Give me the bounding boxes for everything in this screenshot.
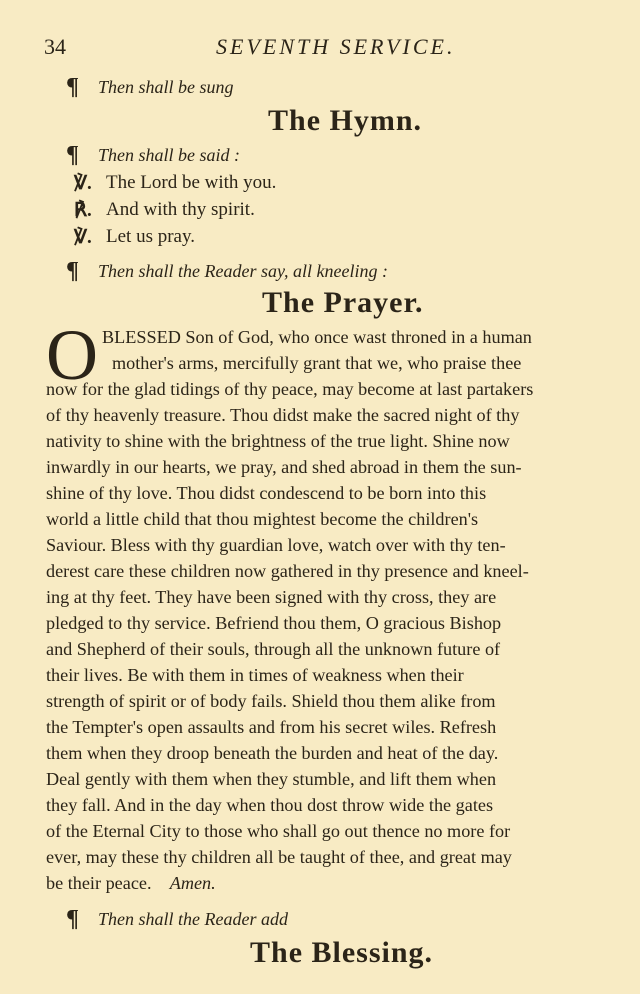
rubric-sung: Then shall be sung [98, 77, 234, 97]
versicle-icon: ℣. [74, 227, 92, 248]
prayer-line: shine of thy love. Thou didst condescend to be born into this [46, 483, 487, 503]
prayer-line: strength of spirit or of body fails. Shield thou them alike from [46, 691, 496, 711]
response-text: And with thy spirit. [106, 199, 255, 220]
prayer-line: world a little child that thou mightest become the children's [46, 509, 479, 529]
prayer-line: inwardly in our hearts, we pray, and shed abroad in them the sun- [46, 457, 522, 477]
heading-prayer: The Prayer. [262, 286, 424, 319]
prayer-line: their lives. Be with them in times of weakness when their [46, 665, 464, 685]
page-header [44, 34, 464, 62]
prayer-line: they fall. And in the day when thou dost throw wide the gates [46, 795, 494, 815]
pilcrow-icon: ¶ [66, 906, 79, 932]
drop-cap: O [46, 315, 98, 395]
rubric-said: Then shall be said : [98, 145, 240, 165]
running-head: SEVENTH SERVICE. [216, 34, 456, 59]
rubric-add: Then shall the Reader add [98, 909, 288, 929]
rubric-kneeling: Then shall the Reader say, all kneeling : [98, 261, 388, 281]
prayer-line: of the Eternal City to those who shall go out thence no more for [46, 821, 511, 841]
prayer-line: of thy heavenly treasure. Thou didst make the sacred night of thy [46, 405, 520, 425]
pilcrow-icon: ¶ [66, 74, 79, 100]
prayer-line: derest care these children now gathered in thy presence and kneel- [46, 561, 529, 581]
amen: Amen. [169, 873, 216, 893]
prayer-line-last [46, 872, 216, 894]
prayer-line: be their peace. [46, 873, 152, 893]
heading-hymn: The Hymn. [268, 104, 423, 137]
pilcrow-icon: ¶ [66, 258, 79, 284]
prayer-line: Deal gently with them when they stumble, and lift them when [46, 769, 497, 789]
pilcrow-icon: ¶ [66, 142, 79, 168]
versicle-text: The Lord be with you. [106, 172, 277, 193]
prayer-line: Saviour. Bless with thy guardian love, watch over with thy ten- [46, 535, 506, 555]
prayer-line: BLESSED Son of God, who once wast throned in a human [102, 327, 532, 347]
prayer-line: and Shepherd of their souls, through all the unknown future of [46, 639, 501, 659]
prayer-line: the Tempter's open assaults and from his secret wiles. Refresh [46, 717, 497, 737]
prayer-line: them when they droop beneath the burden and heat of the day. [46, 743, 499, 763]
prayer-line: mother's arms, mercifully grant that we, who praise thee [112, 353, 522, 373]
prayer-line: ing at thy feet. They have been signed with thy cross, they are [46, 587, 497, 607]
prayer-line: pledged to thy service. Befriend thou them, O gracious Bishop [46, 613, 502, 633]
prayer-line: nativity to shine with the brightness of the true light. Shine now [46, 431, 510, 451]
heading-blessing: The Blessing. [250, 936, 434, 969]
versicle-icon: ℣. [74, 173, 92, 194]
response-icon: ℟. [74, 200, 92, 221]
versicle-text: Let us pray. [106, 226, 195, 247]
page-number: 34 [44, 34, 66, 59]
prayer-line: now for the glad tidings of thy peace, may become at last partakers [46, 379, 534, 399]
prayer-line: ever, may these thy children all be taught of thee, and great may [46, 847, 512, 867]
